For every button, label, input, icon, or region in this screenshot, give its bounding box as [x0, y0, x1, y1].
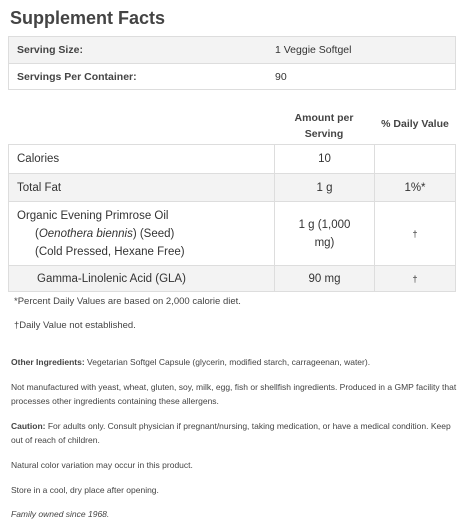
family-owned-note: Family owned since 1968. [11, 509, 110, 519]
supplement-facts-title: Supplement Facts [10, 8, 166, 28]
servings-per-container-row [9, 63, 455, 89]
table-row [9, 145, 455, 173]
allergen-statement: Not manufactured with yeast, wheat, gluten, soy, milk, egg, fish or shellfish ingredients. Produced in a GMP facility that processes other ingredients containing these allergens. [11, 382, 457, 406]
primrose-amount-line2: mg) [314, 236, 335, 249]
header-amount-line2: Serving [304, 128, 344, 140]
caution-text: For adults only. Consult physician if pregnant/nursing, taking medication, or have a medical condition. Keep out of reach of children. [11, 421, 451, 445]
color-variation-note: Natural color variation may occur in this product. [11, 460, 193, 470]
other-ingredients [11, 355, 457, 369]
primrose-name: Organic Evening Primrose Oil [17, 209, 169, 222]
primrose-paren-rest: ) (Seed) [132, 227, 175, 240]
primrose-process: (Cold Pressed, Hexane Free) [35, 245, 185, 258]
primrose-dv: † [412, 228, 418, 239]
serving-size-value: 1 Veggie Softgel [275, 44, 352, 56]
dagger-footnote: †Daily Value not established. [14, 320, 136, 331]
calories-name: Calories [9, 145, 275, 173]
gla-name: Gamma-Linolenic Acid (GLA) [9, 266, 275, 291]
header-amount-line1: Amount per [294, 112, 354, 124]
nutrient-table-header [8, 104, 456, 144]
primrose-amount-line1: 1 g (1,000 [298, 218, 351, 231]
table-row [9, 265, 455, 291]
other-ingredients-label: Other Ingredients: [11, 357, 85, 367]
primrose-amount [275, 202, 375, 265]
total-fat-name: Total Fat [9, 174, 275, 201]
total-fat-dv: 1%* [404, 181, 426, 194]
table-row [9, 201, 455, 265]
other-ingredients-text: Vegetarian Softgel Capsule (glycerin, modified starch, carrageenan, water). [84, 357, 371, 367]
servings-per-container-label: Servings Per Container: [17, 70, 137, 83]
primrose-name-cell [9, 202, 275, 265]
serving-info-table [8, 36, 456, 90]
storage-note: Store in a cool, dry place after opening. [11, 485, 159, 495]
header-spacer [8, 104, 274, 144]
caution-statement [11, 419, 457, 447]
nutrient-rows [8, 144, 456, 292]
serving-size-label: Serving Size: [17, 44, 83, 56]
primrose-latin-name: Oenothera biennis [38, 227, 133, 240]
servings-per-container-value: 90 [275, 70, 287, 83]
serving-size-row [9, 37, 455, 63]
calories-dv [375, 145, 455, 173]
caution-label: Caution: [11, 421, 46, 431]
calories-amount: 10 [275, 145, 375, 173]
percent-dv-footnote: *Percent Daily Values are based on 2,000 calorie diet. [14, 296, 241, 307]
gla-amount: 90 mg [275, 266, 375, 291]
table-row [9, 173, 455, 201]
gla-dv: † [412, 273, 418, 284]
nutrient-table [8, 104, 456, 292]
primrose-latin-line [17, 225, 274, 243]
total-fat-amount: 1 g [275, 174, 375, 201]
header-amount [274, 104, 374, 144]
primrose-paren-open: ( [35, 227, 39, 240]
header-daily-value: % Daily Value [381, 118, 449, 130]
